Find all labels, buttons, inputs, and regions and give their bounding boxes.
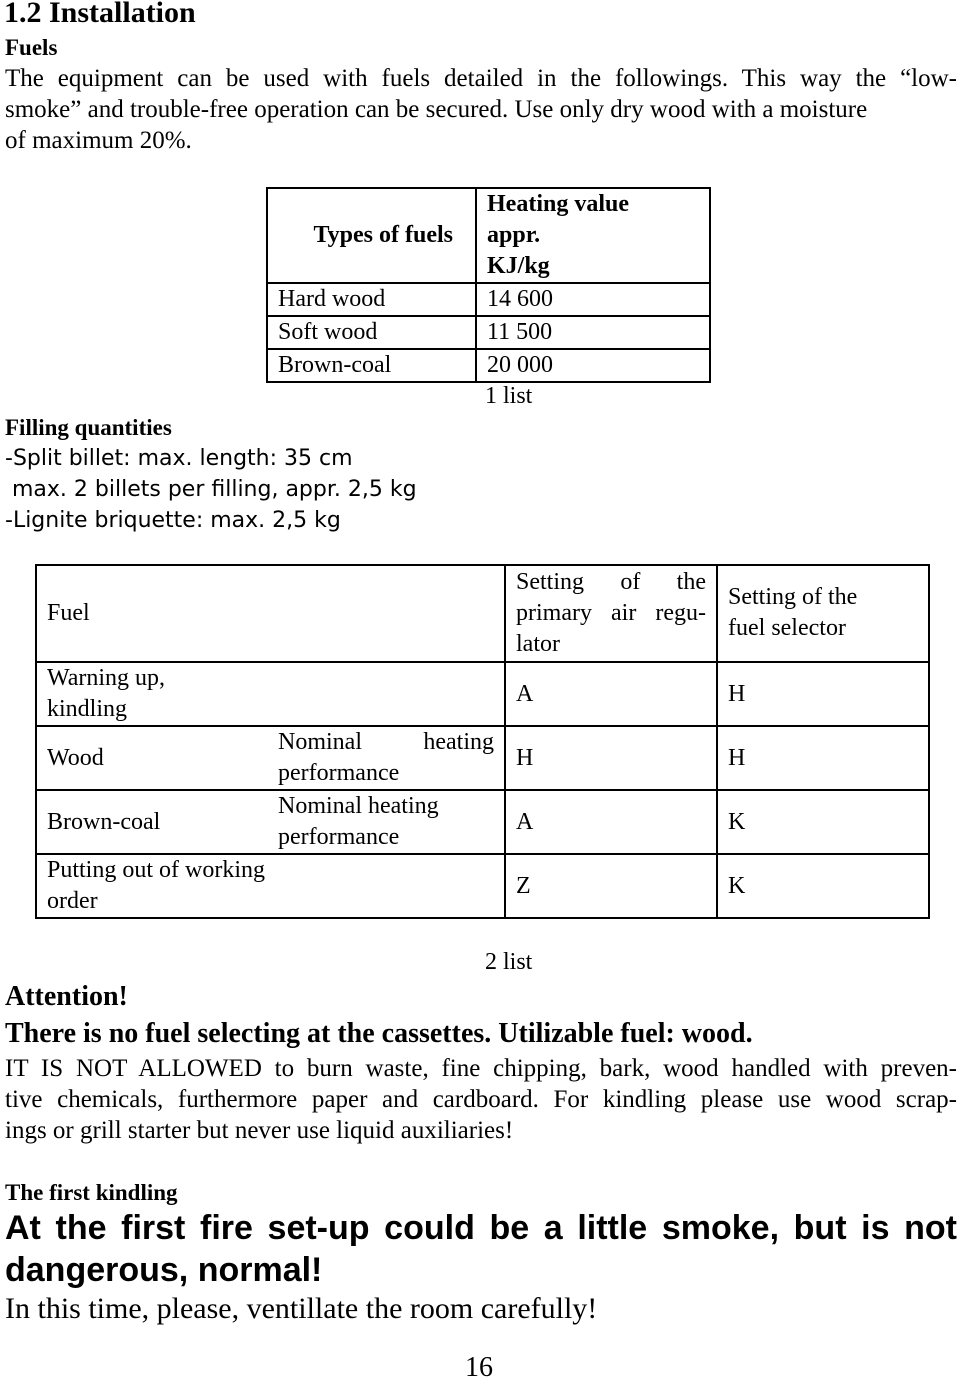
filling-line-1: -Split billet: max. length: 35 cm	[5, 446, 353, 471]
ventilate-text: In this time, please, ventillate the room carefully!	[5, 1292, 598, 1325]
mode-cell: Nominal heating performance	[268, 726, 505, 790]
value-cell: 11 500	[476, 316, 710, 349]
table-row	[36, 726, 929, 790]
not-allowed-line-3: ings or grill starter but never use liquid auxiliaries!	[5, 1117, 514, 1144]
header-heating-value	[476, 188, 710, 283]
table-row	[267, 349, 710, 382]
fuel-settings-table	[35, 564, 930, 919]
table-row	[36, 854, 929, 918]
intro-line-3: of maximum 20%.	[5, 127, 192, 154]
not-allowed-line-1: IT IS NOT ALLOWED to burn waste, fine chipping, bark, wood handled with preven-	[5, 1055, 957, 1082]
table-row	[267, 283, 710, 316]
section-title: 1.2 Installation	[4, 0, 196, 29]
first-kindling-heading: The first kindling	[5, 1180, 178, 1205]
header-fuel: Fuel	[36, 565, 505, 662]
table2-caption: 2 list	[485, 949, 533, 975]
value-cell: 20 000	[476, 349, 710, 382]
warning-line-2: dangerous, normal!	[5, 1251, 323, 1289]
fuel-cell: Brown-coal	[267, 349, 476, 382]
table-header-row	[267, 188, 710, 283]
attention-bold-text: There is no fuel selecting at the cassettes. Utilizable fuel: wood.	[5, 1018, 753, 1049]
table-row	[36, 662, 929, 726]
fuel-cell: Soft wood	[267, 316, 476, 349]
mode-cell: Nominal heating performance	[268, 790, 505, 854]
header-heating-value-line3: KJ/kg	[487, 253, 550, 279]
fuel-cell: Hard wood	[267, 283, 476, 316]
warning-line-1: At the first fire set-up could be a little smoke, but is not	[5, 1209, 957, 1247]
selector-cell: H	[717, 662, 929, 726]
mode-cell: Putting out of working order	[36, 854, 505, 918]
fuel-cell: Brown-coal	[36, 790, 268, 854]
header-primary-air: Setting of the primary air regu- lator	[505, 565, 717, 662]
page-number: 16	[465, 1352, 493, 1383]
fuel-cell: Wood	[36, 726, 268, 790]
selector-cell: H	[717, 726, 929, 790]
table-row	[36, 790, 929, 854]
primary-cell: H	[505, 726, 717, 790]
filling-heading: Filling quantities	[5, 415, 172, 440]
fuel-heating-value-table	[266, 187, 711, 383]
filling-line-3: -Lignite briquette: max. 2,5 kg	[5, 508, 341, 533]
value-cell: 14 600	[476, 283, 710, 316]
intro-line-2: smoke” and trouble-free operation can be secured. Use only dry wood with a moisture	[5, 96, 868, 123]
selector-cell: K	[717, 854, 929, 918]
primary-cell: A	[505, 790, 717, 854]
table-row	[267, 316, 710, 349]
selector-cell: K	[717, 790, 929, 854]
header-types-of-fuels: Types of fuels	[267, 188, 476, 283]
mode-cell: Warning up, kindling	[36, 662, 505, 726]
header-fuel-selector: Setting of the fuel selector	[717, 565, 929, 662]
fuels-heading: Fuels	[5, 35, 58, 60]
attention-heading: Attention!	[5, 981, 128, 1012]
not-allowed-line-2: tive chemicals, furthermore paper and cardboard. For kindling please use wood scrap-	[5, 1086, 957, 1113]
settings-header-row	[36, 565, 929, 662]
header-heating-value-line2: appr.	[487, 222, 541, 248]
intro-line-1: The equipment can be used with fuels detailed in the followings. This way the “low-	[5, 65, 957, 92]
primary-cell: A	[505, 662, 717, 726]
primary-cell: Z	[505, 854, 717, 918]
table1-caption: 1 list	[485, 383, 533, 409]
header-heating-value-line1: Heating value	[487, 191, 629, 217]
filling-line-2: max. 2 billets per filling, appr. 2,5 kg	[5, 477, 417, 502]
